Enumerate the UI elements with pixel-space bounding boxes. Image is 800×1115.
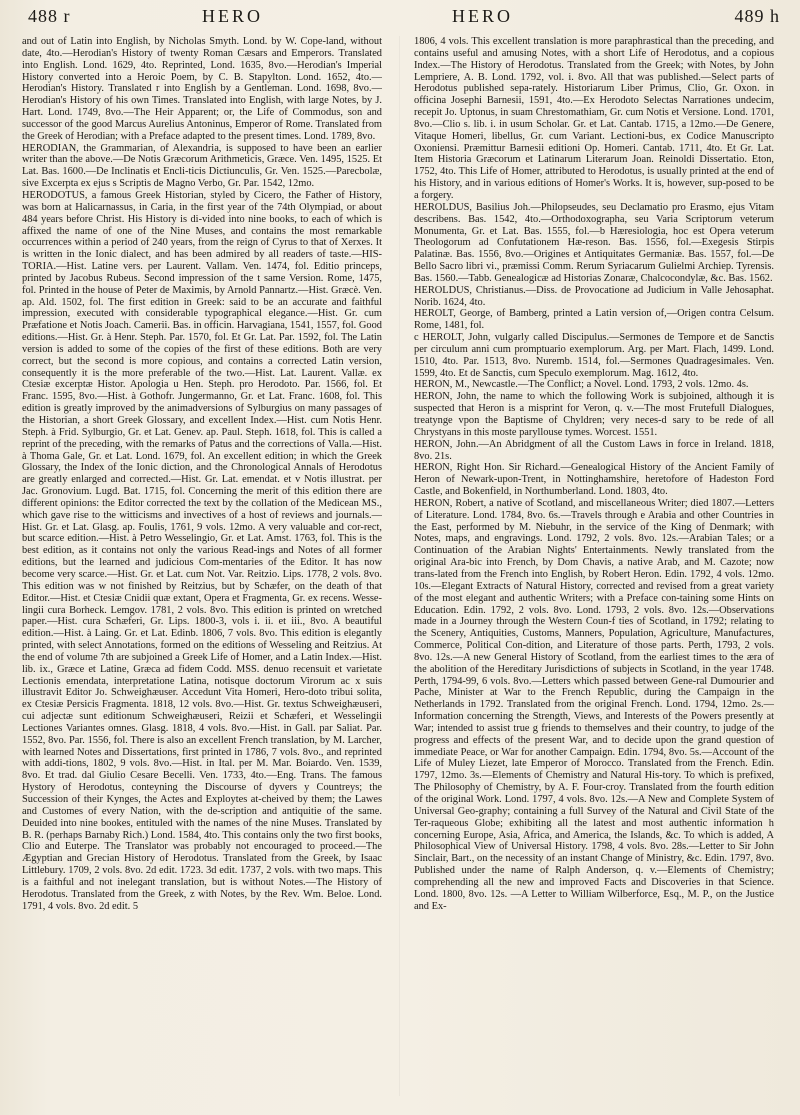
entry-herodotus-continued: 1806, 4 vols. This excellent translation is more paraphrastical than the preceding, and contains useful and amusing Notes, with a short Life of Herodotus, and a copious Index.—The History of Herodotus. Translated from the Greek; with Notes, by John Lempriere, A. B. Lond. 1792, vol. i. 8vo. All that was published.—Select parts of Herodotus published sepa-rately. Historiarum Liber Primus, Clio, Gr. Oxon. in officina Josephi Barnesii, 1591, 4to.—Ex Herodoto Selectas Narrationes undecim, recepit Jo. Uptonus, in suam Chrestomathiam, Gr. cum Notis et Versione. Lond. 1701, 8vo.—Clio s. lib. i. in usum Scholar. Gr. et Lat. Cantab. 1715, a 12mo.—De Genere, Vitaque Homeri, libellus, Gr. cum Variant. Lectioni-bus, ex Codice Manuscripto Oxoniensi. Præmittur Barnesii editioni Op. Homeri. Cantab. 1711, 4to. Et Gr. Lat. Item Historia Græcorum et Latinarum Literarum Joan. Reinoldi Dissertatio. Eton, 1752, 4to. This Life of Homer, attributed to Herodotus, is usually printed at the end of his History, and in various editions of Homer's Works. It is, however, sup-posed to be a forgery. xyxy=(414,36,774,201)
entry-heron-john: HERON, John, the name to which the following Work is subjoined, although it is suspected that Heron is a misprint for Veron, q. v.—The most Frutefull Dialogues, treatynge vpon the Baptisme of Chyldren; very neces-d sary to be rede of all Chrystyans in this moste paryllouse tymes. Worcest. 1551. xyxy=(414,391,774,438)
entry-heron-richard: HERON, Right Hon. Sir Richard.—Genealogical History of the Ancient Family of Heron of Newark-upon-Trent, in Nottinghamshire, heretofore of Hadeston Ford Castle, and Bokenfield, in Northumberland. Lond. 1803, 4to. xyxy=(414,462,774,498)
entry-herolt-george: HEROLT, George, of Bamberg, printed a Latin version of,—Origen contra Celsum. Rome, 1481, fol. xyxy=(414,308,774,332)
entry-heron-john-abridgment: HERON, John.—An Abridgment of all the Custom Laws in force in Ireland. 1818, 8vo. 21s. xyxy=(414,438,774,462)
entry-heron-robert: HERON, Robert, a native of Scotland, and miscellaneous Writer; died 1807.—Letters of Literature. Lond. 1784, 8vo. 6s.—Travels through e Arabia and other Countries in the East, performed by M. Niebuhr, in the service of the King of Denmark; with Notes, maps, and engravings. Lond. 1792, 2 vols. 8vo. 12s.—Arabian Tales; or a Continuation of the Arabian Nights' Entertainments. Newly translated from the original Ara-bic into French, by Dom Chavis, a native Arab, and M. Cazote; now trans-lated from the French into English, by Robert Heron. Edin. 1792, 4 vols. 12mo. 10s.—Elegant Extracts of Natural History, corrected and revised from a great variety of the most elegant and authentic Writers; with a Preface con-taining some Hints on Education. Edin. 1792, 2 vols. 8vo. Lond. 1793, 2 vols. 8vo. 12s.—Observations made in a Journey through the Western Coun-f ties of Scotland, in 1792; relating to the Scenery, Antiquities, Customs, Manners, Population, Agriculture, Manufactures, Commerce, Political Con-dition, and Literature of those parts. Perth, 1793, 2 vols. 8vo. 12s.—A new General History of Scotland, from the earliest times to the æra of the abolition of the Hereditary Jurisdictions of subjects in Scotland, in the year 1748. Perth, 1794-99, 6 vols. 8vo.—Letters which passed between Gene-ral Dumourier and Pache, Minister at War to the French Republic, during the Campaign in the Netherlands in 1792. Translated from the original French. Lond. 1794, 12mo. 2s.—Information concerning the Strength, Views, and Interests of the Powers presently at War; intended to assist true g friends to themselves and their country, to judge of the progress and effects of the present War, and to decide upon the grand question of immediate Peace, or War for another Campaign. Edin. 1794, 8vo. 5s.—Account of the Life of Muley Liezet, late Emperor of Morocco. Translated from the French. Edin. 1797, 12mo. 3s.—Elements of Chemistry and Natural His-tory. To which is prefixed, The Philosophy of Chemistry, by A. F. Four-croy. Translated from the fourth edition of the original Work. Lond. 1797, 4 vols. 8vo. 12s.—A New and Complete System of Universal Geo-graphy; containing a full Survey of the Natural and Civil State of the Ter-raqueous Globe; exhibiting all the latest and most authentic information h concerning Europe, Asia, Africa, and America, the Islands, &c. To which is added, A Philosophical View of Universal History. 1798, 4 vols. 8vo. 28s.—Letter to Sir John Sinclair, Bart., on the necessity of an instant Change of Ministry, &c. Edin. 1797, 8vo. Published under the name of Ralph Anderson, q. v.—Elements of Chemistry; comprehending all the new and improved Facts and Discoveries in that Science. Lond. 1800, 8vo. 12s. —A Letter to William Wilberforce, Esq., M. P., on the Justice and Ex- xyxy=(414,497,774,912)
entry-heron-m: HERON, M., Newcastle.—The Conflict; a Novel. Lond. 1793, 2 vols. 12mo. 4s. xyxy=(414,379,749,391)
left-text-column xyxy=(22,36,382,1102)
right-text-column xyxy=(414,36,774,1102)
left-page-number: 488 r xyxy=(28,6,71,26)
entry-herodian-translations: and out of Latin into English, by Nicholas Smyth. Lond. by W. Cope-land, without date, 4to.—Herodian's History of twenty Roman Cæsars and Emperors. Translated into English. Lond. 1629, 4to. Reprinted, Lond. 1635, 8vo.—Herodian's Imperial History converted into a Heroic Poem, by C. B. Stapylton. Lond. 1652, 4to.—Herodian's History. Translated r into English by a Gentleman. Lond. 1698, 8vo.—Herodian's History of his own Times. Translated into English, with large Notes, by J. Hart. Lond. 1749, 8vo.—The Heir Apparent; or, the Life of Commodus, son and successor of the good Marcus Aurelius Antoninus, Emperor of Rome. Translated from the Greek of Herodian; with a Preface adapted to the present times. Lond. 1789, 8vo. xyxy=(22,36,382,142)
running-header xyxy=(20,6,784,32)
right-page-number: 489 h xyxy=(734,6,780,26)
entry-herodian-grammarian: HERODIAN, the Grammarian, of Alexandria, is supposed to have been an earlier writer than the above.—De Notis Græcorum Arithmeticis, Græce. Ven. 1495, 1525. Et Lat. Bas. 1600.—De Inclinatis et Encli-ticis Dictiunculis, Gr. Ven. 1525.—Parecbolæ, sive Excerpta ex ejus s Scriptis de Magno Verbo, Gr. Par. 1542, 12mo. xyxy=(22,142,382,190)
entry-heroldus-christianus: HEROLDUS, Christianus.—Diss. de Provocatione ad Judicium in Valle Jehosaphat. Norib. 1624, 4to. xyxy=(414,284,774,308)
entry-herolt-john: c HEROLT, John, vulgarly called Discipulus.—Sermones de Tempore et de Sanctis per circulum anni cum promptuario exemplorum. Arg. per Mart. Flach, 1499. Lond. 1510, 4to. Par. 1513, 8vo. Nuremb. 1514, fol.—Sermones Quadragesimales. Ven. 1599, 4to. Et de Sanctis, cum Speculo exemplorum. Mag. 1612, 4to. xyxy=(414,332,774,379)
entry-heroldus-basilius: HEROLDUS, Basilius Joh.—Philopseudes, seu Declamatio pro Erasmo, ejus Vitam describens. Bas. 1542, 4to.—Orthodoxographa, seu Varia Scriptorum veterum Monumenta, Gr. et Lat. Bas. 1555, fol.—b Hæresiologia, hoc est Opera veterum Theologorum ad Confutationem Hæ-reson. Bas. 1556, fol.—Exegesis Stirpis Palatinæ. Bas. 1556, 8vo.—Origines et Antiquitates Germaniæ. Bas. 1557, fol.—De Bello Sacro libri vi., præmissi Comm. Rerum Syriacarum Gulielmi Archiep. Tyrensis. Bas. 1560.—Tabb. Genealogicæ ad Historias Zonaræ, Chalcocondylæ, &c. Bas. 1562. xyxy=(414,201,774,284)
left-running-head: HERO xyxy=(202,6,263,26)
right-running-head: HERO xyxy=(452,6,513,26)
column-gutter xyxy=(399,36,400,1096)
entry-herodotus: HERODOTUS, a famous Greek Historian, styled by Cicero, the Father of History, was born at Halicarnassus, in Caria, in the first year of the 74th Olympiad, or about 484 years before Christ. His History is di-vided into nine books, to each of which is affixed the name of one of the Nine Muses, and contains the most remarkable occurrences within a period of 240 years, from the reign of Cyrus to that of Xerxes. It is written in the Ionic dialect, and has been admired by all readers of taste.—HIS-TORIA.—Hist. Latine vers. per Laurent. Vallam. Ven. 1474, fol. Editio princeps, printed by Jacobus Rubeus. Second impression of the t same Version. Rome, 1475, fol. Printed in the house of Peter de Maximis, by Arnold Pannartz.—Hist. Græcè. Ven. ap. Ald. 1502, fol. The first edition in Greek: said to be an accurate and faithful impression, executed with considerable typographical elegance.—Hist. Gr. cum Præfatione et Notis Joach. Camerii. Bas. in officin. Harvagiana, 1541, 1557, fol. Good editions.—Hist. Gr. à Henr. Steph. Par. 1570, fol. Et Gr. Lat. Par. 1592, fol. The Latin version is added to some of the copies of the first of these editions. Both are very correct, but the second is more copious, and contains a corrected Latin version, consequently it is the more preferable of the two.—Hist. Lat. Laurent. Vallæ. ex Ctesiæ excerptæ Histor. Apologia u Hen. Steph. pro Herodoto. Par. 1566, fol. Et Franc. 1595, 8vo.—Hist. à Gothofr. Jungermanno, Gr. et Lat. Franc. 1608, fol. This edition is greatly improved by the animadversions of Sylburgius on many passages of the Historian, a short Greek Glossary, and excellent Index.—Hist. cum Notis Henr. Steph. à Frid. Sylburgio, Gr. et Lat. Genev. ap. Paul. Steph. 1618, fol. This is called a reprint of the preceding, with the remarks of Patus and the corrections of Valla.—Hist. à Thoma Gale, Gr. et Lat. Lond. 1679, fol. An excellent edition; in which the Greek Glossary, the Index of the Ionic diction, and the Chronological Annals of Herodotus are greatly enlarged and corrected.—Hist. Gr. Lat. emendat. et v Notis illustrat. per Jac. Gronovium. Lugd. Bat. 1715, fol. Concerning the merit of this edition there are different opinions: the Editor corrected the text by the collation of the Medicean MS., which gave rise to the witticisms and invectives of a host of reviews and journals.—Hist. Gr. et Lat. Glasg. ap. Foulis, 1761, 9 vols. 12mo. A very valuable and cor-rect, but scarce edition.—Hist. à Petro Wesselingio, Gr. et Lat. Amst. 1763, fol. This is the best edition, as it contains not only the various Read-ings and Notes of all former editions, but the learned and judicious Com-mentaries of the Editor. It has now become very scarce.—Hist. Gr. et Lat. cum Not. Var. Reitzio. Lips. 1778, 2 vols. 8vo. This edition was w not finished by Reitzius, but by Schæfer, on the death of that Editor.—Hist. et Ctesiæ Cnidii quæ extant, Opera et Fragmenta, Gr. ex recens. Wesse-lingii cura Borheck. Lemgov. 1781, 2 vols. 8vo. This edition is printed on wretched paper.—Hist. cura Schæferi, Gr. Lips. 1800-3, vols i. ii. et iii., 8vo. A beautiful edition.—Hist. à Laing. Gr. et Lat. Edinb. 1806, 7 vols. 8vo. This edition is elegantly printed, with select Annotations, formed on the editions of Wesseling and Reitzius. At the end of volume 7th are subjoined a Greek Life of Homer, and a Latin Index.—Hist. lib. ix., Græce et Latine, Græca ad fidem Codd. MSS. denuo recensuit et varietate Lectionis emendata, interpretatione Latina, notisque doctorum Virorum ac x suis illustravit Editor Jo. Schweighæuser. Accedunt Vita Homeri, Hero-doto tribui solita, ex Ctesiæ Persicis Fragmenta. 1818, 12 vols. 8vo.—Hist. Gr. textus Schweighæuseri, cui adjectæ sunt editionum Schweighæuseri, Reizii et Schæferi, et Wesselingii Lectiones Variantes omnes. Glasg. 1818, 4 vols. 8vo.—Hist. in Gall. par Saliat. Par. 1552, 8vo. Par. 1556, fol. There is also an excellent French translation, by M. Larcher, with learned Notes and Dissertations, first printed in 1786, 7 vols. 8vo., and reprinted with addi-tions, 1802, 9 vols. 8vo.—Hist. in Ital. per M. Mar. Boiardo. Ven. 1539, 8vo. Et trad. dal Giulio Cesare Becelli. Ven. 1733, 4to.—Eng. Trans. The famous Hystory of Herodotus, conteyning the Discourse of dyvers y Countreys; the Succession of their Kynges, the Actes and Exploytes at-cheived by them; the Lawes and Customes of every Nation, with the de-scription and antiquitie of the same. Deuided into nine bookes, entituled with the names of the nine Muses. Translated by B. R. (perhaps Barnaby Rich.) Lond. 1584, 4to. This contains only the two first books, Clio and Euterpe. The Translator was probably not encouraged to proceed.—The Ægyptian and Grecian History of Herodotus. Translated from the Greek, by Isaac Littlebury. 1709, 2 vols. 8vo. 2d edit. 1723. 3d edit. 1737, 2 vols. with two maps. This is a faithful and not inelegant translation, but is without Notes.—The History of Herodotus. Translated from the Greek, z with Notes, by the Rev. Wm. Beloe. Lond. 1791, 4 vols. 8vo. 2d edit. 5 xyxy=(22,189,382,912)
